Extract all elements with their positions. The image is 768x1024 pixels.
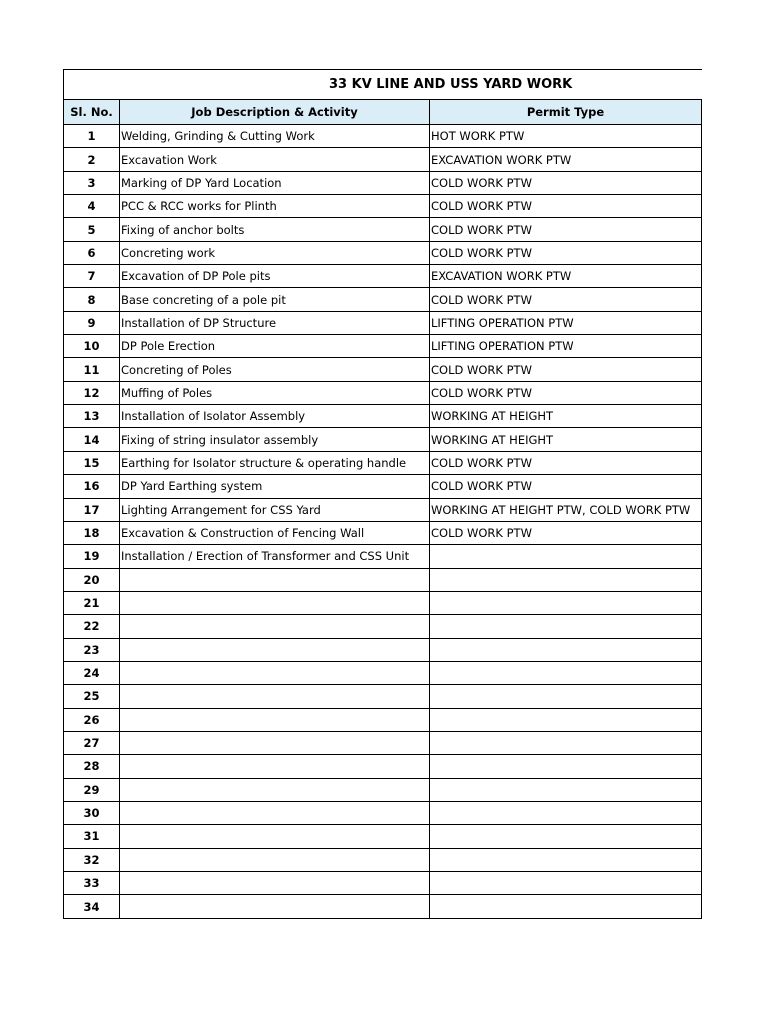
table-row xyxy=(64,801,702,824)
permit-type-cell: COLD WORK PTW xyxy=(430,451,702,474)
table-row xyxy=(64,498,702,521)
table-row xyxy=(64,521,702,544)
job-description-cell xyxy=(120,708,430,731)
row-number: 29 xyxy=(64,778,120,801)
table-row xyxy=(64,848,702,871)
row-number: 24 xyxy=(64,661,120,684)
permit-type-cell: COLD WORK PTW xyxy=(430,475,702,498)
permit-type-cell xyxy=(430,848,702,871)
job-description-cell xyxy=(120,801,430,824)
row-number: 33 xyxy=(64,872,120,895)
row-number: 3 xyxy=(64,171,120,194)
row-number: 19 xyxy=(64,545,120,568)
permit-type-cell xyxy=(430,755,702,778)
table-row xyxy=(64,148,702,171)
table-row xyxy=(64,428,702,451)
header-row xyxy=(64,100,702,125)
table-row xyxy=(64,545,702,568)
table-row xyxy=(64,311,702,334)
permit-type-cell xyxy=(430,872,702,895)
job-description-cell: Base concreting of a pole pit xyxy=(120,288,430,311)
permit-type-cell: HOT WORK PTW xyxy=(430,125,702,148)
job-description-cell xyxy=(120,615,430,638)
table-row xyxy=(64,778,702,801)
job-description-cell xyxy=(120,872,430,895)
job-description-cell xyxy=(120,685,430,708)
job-description-cell: Earthing for Isolator structure & operating handle xyxy=(120,451,430,474)
row-number: 34 xyxy=(64,895,120,918)
permit-type-cell: COLD WORK PTW xyxy=(430,241,702,264)
header-job-description: Job Description & Activity xyxy=(120,100,430,125)
permit-type-cell: WORKING AT HEIGHT xyxy=(430,405,702,428)
table-row xyxy=(64,335,702,358)
table-row xyxy=(64,171,702,194)
table-row xyxy=(64,265,702,288)
row-number: 14 xyxy=(64,428,120,451)
job-description-cell xyxy=(120,895,430,918)
row-number: 25 xyxy=(64,685,120,708)
permit-type-cell xyxy=(430,615,702,638)
permit-type-cell: COLD WORK PTW xyxy=(430,195,702,218)
row-number: 15 xyxy=(64,451,120,474)
permit-type-cell: EXCAVATION WORK PTW xyxy=(430,265,702,288)
job-description-cell xyxy=(120,638,430,661)
table-title: 33 KV LINE AND USS YARD WORK xyxy=(64,70,702,100)
table-row xyxy=(64,661,702,684)
job-description-cell: Excavation & Construction of Fencing Wall xyxy=(120,521,430,544)
row-number: 17 xyxy=(64,498,120,521)
permit-type-cell: EXCAVATION WORK PTW xyxy=(430,148,702,171)
table-row xyxy=(64,241,702,264)
permit-type-cell: LIFTING OPERATION PTW xyxy=(430,335,702,358)
permit-type-cell: WORKING AT HEIGHT PTW, COLD WORK PTW xyxy=(430,498,702,521)
job-description-cell: Welding, Grinding & Cutting Work xyxy=(120,125,430,148)
permit-type-cell xyxy=(430,801,702,824)
job-description-cell xyxy=(120,755,430,778)
row-number: 32 xyxy=(64,848,120,871)
table-row xyxy=(64,731,702,754)
header-permit-type: Permit Type xyxy=(430,100,702,125)
table-row xyxy=(64,381,702,404)
job-description-cell xyxy=(120,848,430,871)
row-number: 5 xyxy=(64,218,120,241)
row-number: 6 xyxy=(64,241,120,264)
row-number: 28 xyxy=(64,755,120,778)
row-number: 12 xyxy=(64,381,120,404)
permit-type-cell xyxy=(430,545,702,568)
permit-type-cell xyxy=(430,661,702,684)
job-description-cell xyxy=(120,591,430,614)
table-row xyxy=(64,288,702,311)
permit-type-cell xyxy=(430,591,702,614)
job-description-cell: PCC & RCC works for Plinth xyxy=(120,195,430,218)
table-row xyxy=(64,475,702,498)
row-number: 16 xyxy=(64,475,120,498)
row-number: 4 xyxy=(64,195,120,218)
permit-type-cell xyxy=(430,895,702,918)
table-body xyxy=(64,125,702,919)
job-description-cell: Installation of DP Structure xyxy=(120,311,430,334)
permit-type-cell xyxy=(430,708,702,731)
permit-table xyxy=(63,69,702,919)
table-row xyxy=(64,405,702,428)
permit-type-cell: LIFTING OPERATION PTW xyxy=(430,311,702,334)
permit-type-cell: COLD WORK PTW xyxy=(430,381,702,404)
job-description-cell xyxy=(120,778,430,801)
row-number: 31 xyxy=(64,825,120,848)
permit-type-cell: COLD WORK PTW xyxy=(430,288,702,311)
title-row xyxy=(64,70,702,100)
job-description-cell: Muffing of Poles xyxy=(120,381,430,404)
permit-type-cell: WORKING AT HEIGHT xyxy=(430,428,702,451)
job-description-cell: Excavation of DP Pole pits xyxy=(120,265,430,288)
table-row xyxy=(64,872,702,895)
job-description-cell: Concreting work xyxy=(120,241,430,264)
header-sl-no: Sl. No. xyxy=(64,100,120,125)
table-row xyxy=(64,825,702,848)
row-number: 11 xyxy=(64,358,120,381)
job-description-cell: Excavation Work xyxy=(120,148,430,171)
table-row xyxy=(64,218,702,241)
job-description-cell: Fixing of anchor bolts xyxy=(120,218,430,241)
permit-type-cell: COLD WORK PTW xyxy=(430,358,702,381)
row-number: 30 xyxy=(64,801,120,824)
permit-type-cell xyxy=(430,685,702,708)
table-row xyxy=(64,358,702,381)
row-number: 20 xyxy=(64,568,120,591)
row-number: 21 xyxy=(64,591,120,614)
permit-type-cell xyxy=(430,778,702,801)
job-description-cell: DP Yard Earthing system xyxy=(120,475,430,498)
table-row xyxy=(64,638,702,661)
row-number: 1 xyxy=(64,125,120,148)
row-number: 8 xyxy=(64,288,120,311)
table-row xyxy=(64,615,702,638)
permit-type-cell xyxy=(430,638,702,661)
permit-type-cell xyxy=(430,568,702,591)
job-description-cell xyxy=(120,825,430,848)
job-description-cell: Fixing of string insulator assembly xyxy=(120,428,430,451)
job-description-cell: Marking of DP Yard Location xyxy=(120,171,430,194)
row-number: 22 xyxy=(64,615,120,638)
job-description-cell: Installation / Erection of Transformer and CSS Unit xyxy=(120,545,430,568)
table-row xyxy=(64,451,702,474)
permit-type-cell xyxy=(430,825,702,848)
job-description-cell xyxy=(120,661,430,684)
permit-type-cell: COLD WORK PTW xyxy=(430,218,702,241)
job-description-cell xyxy=(120,568,430,591)
job-description-cell: Lighting Arrangement for CSS Yard xyxy=(120,498,430,521)
row-number: 13 xyxy=(64,405,120,428)
table-row xyxy=(64,591,702,614)
job-description-cell xyxy=(120,731,430,754)
permit-type-cell: COLD WORK PTW xyxy=(430,171,702,194)
row-number: 10 xyxy=(64,335,120,358)
row-number: 18 xyxy=(64,521,120,544)
table-row xyxy=(64,195,702,218)
table-row xyxy=(64,685,702,708)
table-row xyxy=(64,125,702,148)
table-row xyxy=(64,568,702,591)
permit-type-cell: COLD WORK PTW xyxy=(430,521,702,544)
job-description-cell: Concreting of Poles xyxy=(120,358,430,381)
row-number: 27 xyxy=(64,731,120,754)
row-number: 9 xyxy=(64,311,120,334)
job-description-cell: Installation of Isolator Assembly xyxy=(120,405,430,428)
table-row xyxy=(64,708,702,731)
table-row xyxy=(64,755,702,778)
table-row xyxy=(64,895,702,918)
row-number: 23 xyxy=(64,638,120,661)
row-number: 7 xyxy=(64,265,120,288)
permit-type-cell xyxy=(430,731,702,754)
row-number: 26 xyxy=(64,708,120,731)
row-number: 2 xyxy=(64,148,120,171)
job-description-cell: DP Pole Erection xyxy=(120,335,430,358)
